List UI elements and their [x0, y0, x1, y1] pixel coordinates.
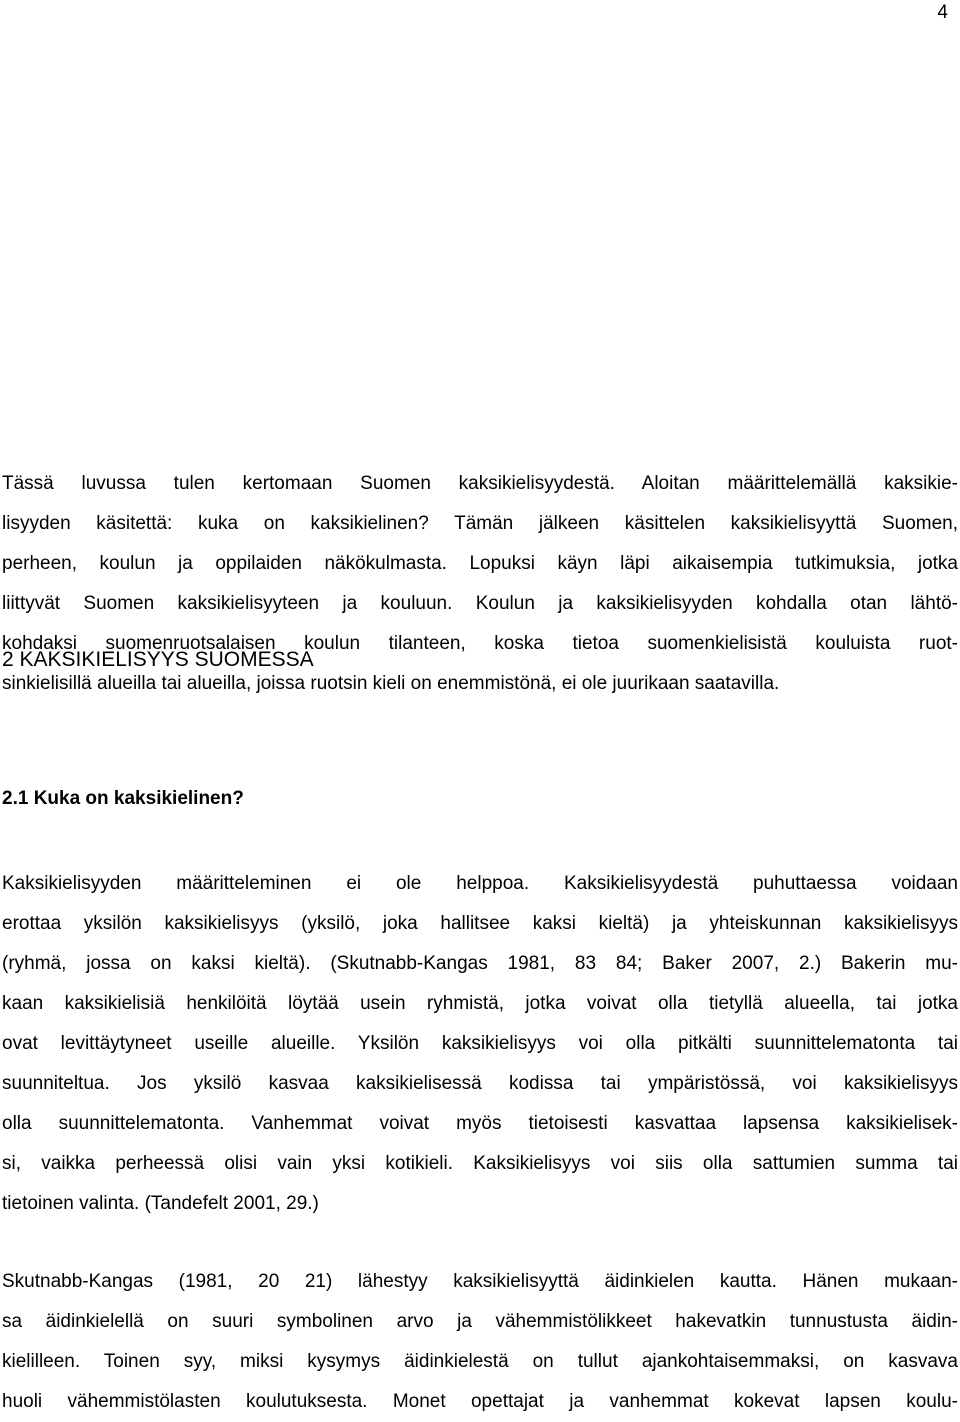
paragraph-line: Kaksikielisyyden määritteleminen ei ole helppoa. Kaksikielisyydestä puhuttaessa voidaan — [2, 873, 958, 894]
body-paragraph-1 — [2, 864, 958, 1224]
paragraph-line: ovat levittäytyneet useille alueille. Yksilön kaksikielisyys voi olla pitkälti suunnittelematonta tai — [2, 1033, 958, 1054]
paragraph-line: liittyvät Suomen kaksikielisyyteen ja kouluun. Koulun ja kaksikielisyyden kohdalla otan lähtö- — [2, 593, 958, 614]
page-number: 4 — [937, 2, 948, 23]
paragraph-line: lisyyden käsitettä: kuka on kaksikielinen? Tämän jälkeen käsittelen kaksikielisyyttä Suomen, — [2, 513, 958, 534]
paragraph-line: sinkielisillä alueilla tai alueilla, joissa ruotsin kieli on enemmistönä, ei ole juurikaan saatavilla. — [2, 673, 780, 694]
paragraph-line: tietoinen valinta. (Tandefelt 2001, 29.) — [2, 1193, 319, 1214]
paragraph-line: sa äidinkielellä on suuri symbolinen arvo ja vähemmistölikkeet hakevatkin tunnustusta äidin- — [2, 1311, 958, 1332]
paragraph-line: olla suunnittelematonta. Vanhemmat voivat myös tietoisesti kasvattaa lapsensa kaksikielisek- — [2, 1113, 958, 1134]
paragraph-line: suunniteltua. Jos yksilö kasvaa kaksikielisessä kodissa tai ympäristössä, voi kaksikielisyys — [2, 1073, 958, 1094]
paragraph-line: huoli vähemmistölasten koulutuksesta. Monet opettajat ja vanhemmat kokevat lapsen koulu- — [2, 1391, 958, 1412]
body-paragraph-2 — [2, 1262, 958, 1422]
paragraph-line: perheen, koulun ja oppilaiden näkökulmasta. Lopuksi käyn läpi aikaisempia tutkimuksia, jotka — [2, 553, 958, 574]
intro-paragraph — [2, 464, 958, 704]
paragraph-line: kohdaksi suomenruotsalaisen koulun tilanteen, koska tietoa suomenkielisistä kouluista ruot- — [2, 633, 958, 654]
section-heading: 2.1 Kuka on kaksikielinen? — [2, 788, 244, 809]
paragraph-line: (ryhmä, jossa on kaksi kieltä). (Skutnabb-Kangas 1981, 83 84; Baker 2007, 2.) Bakerin mu- — [2, 953, 958, 974]
paragraph-line: kielilleen. Toinen syy, miksi kysymys äidinkielestä on tullut ajankohtaisemmaksi, on kasvava — [2, 1351, 958, 1372]
paragraph-line: si, vaikka perheessä olisi vain yksi kotikieli. Kaksikielisyys voi siis olla sattumien summa tai — [2, 1153, 958, 1174]
paragraph-line: erottaa yksilön kaksikielisyys (yksilö, joka hallitsee kaksi kieltä) ja yhteiskunnan kaksikielisyys — [2, 913, 958, 934]
chapter-heading: 2 KAKSIKIELISYYS SUOMESSA — [2, 648, 314, 671]
paragraph-line: Skutnabb-Kangas (1981, 20 21) lähestyy kaksikielisyyttä äidinkielen kautta. Hänen mukaan- — [2, 1271, 958, 1292]
paragraph-line: Tässä luvussa tulen kertomaan Suomen kaksikielisyydestä. Aloitan määrittelemällä kaksikie- — [2, 473, 958, 494]
paragraph-line: kaan kaksikielisiä henkilöitä löytää usein ryhmistä, jotka voivat olla tietyllä alueella, tai jotka — [2, 993, 958, 1014]
